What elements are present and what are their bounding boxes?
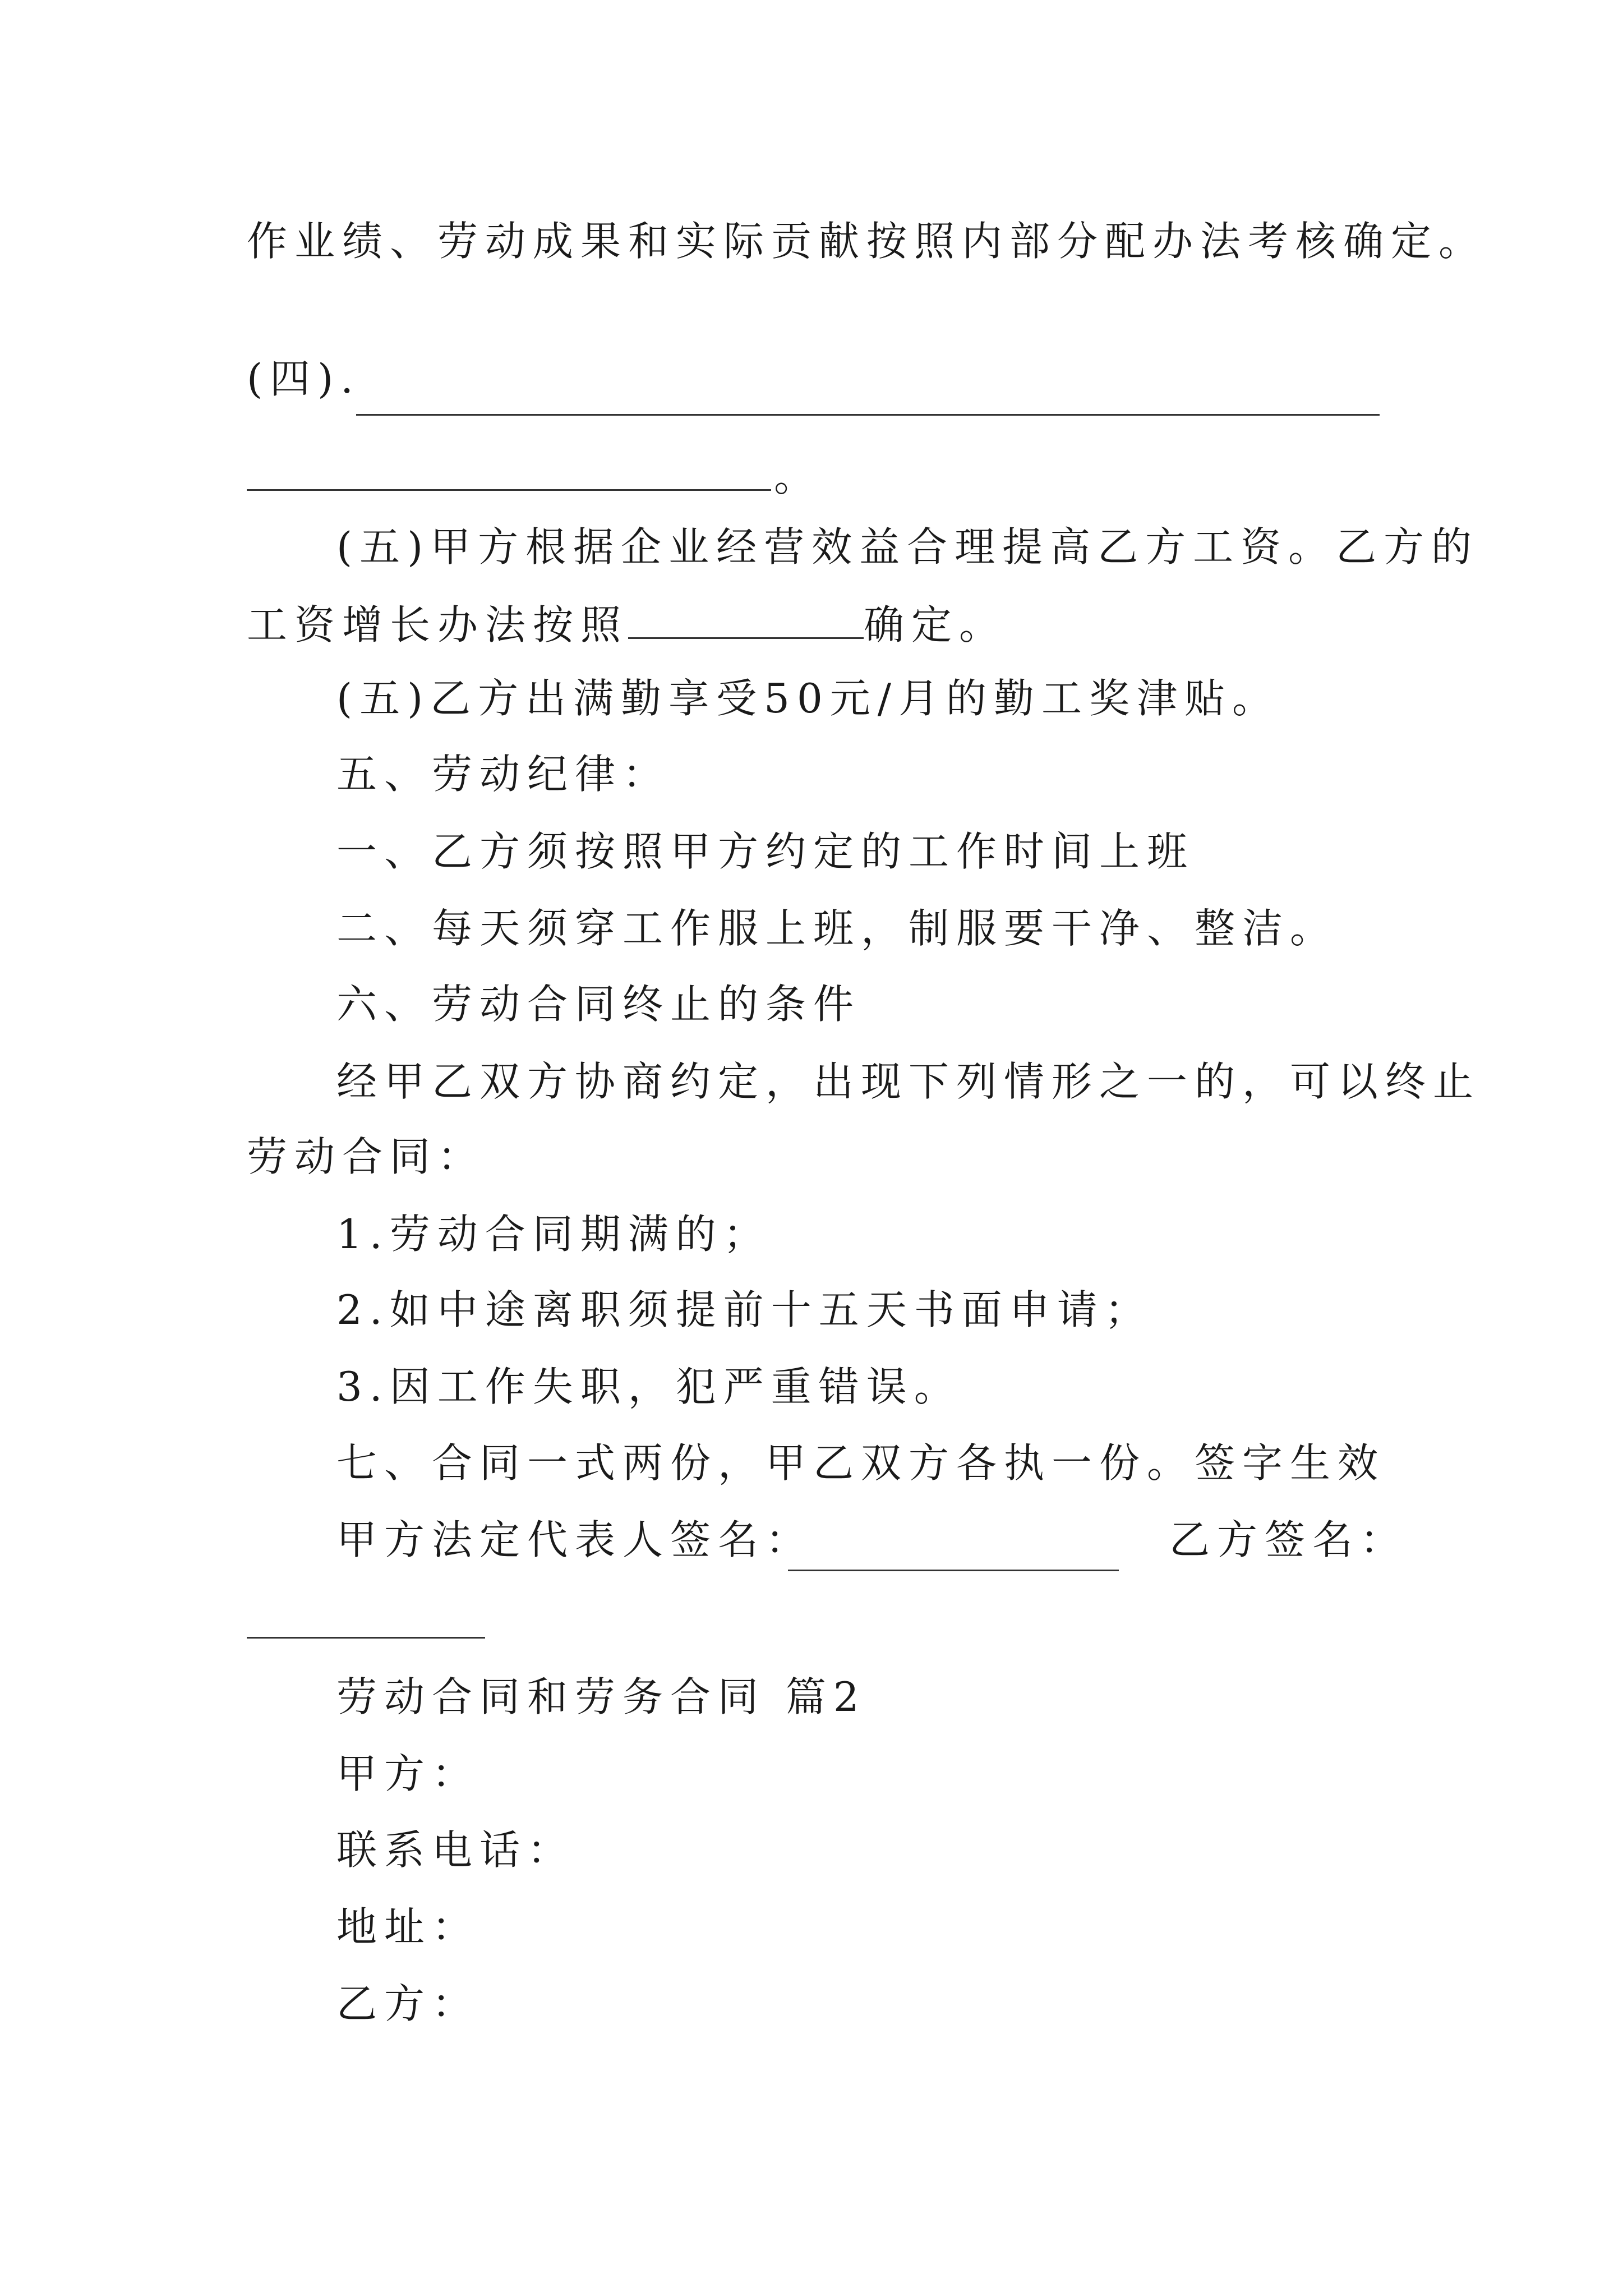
clause-five-text: (五)甲方根据企业经营效益合理提高乙方工资。乙方的 (336, 523, 1479, 570)
paragraph-text: 二、每天须穿工作服上班，制服要干净、整洁。 (336, 905, 1338, 952)
section-heading: 六、劳动合同终止的条件 (336, 981, 861, 1028)
clause-four-label: (四). (247, 355, 361, 402)
paragraph-text: 作业绩、劳动成果和实际贡献按照内部分配办法考核确定。 (247, 218, 1487, 265)
field-label: 甲方： (336, 1750, 480, 1797)
signature-blank (788, 1570, 1119, 1571)
fill-in-blank (356, 414, 1380, 416)
paragraph-text: 劳动合同： (247, 1133, 486, 1180)
signature-blank (247, 1637, 485, 1639)
signature-line-party-a: 甲方法定代表人签名： (336, 1516, 814, 1563)
field-label: 联系电话： (336, 1826, 575, 1874)
clause-five-post: 确定。 (864, 601, 1007, 648)
section-heading: 七、合同一式两份，甲乙双方各执一份。签字生效 (336, 1439, 1386, 1487)
paragraph-text: 一、乙方须按照甲方约定的工作时间上班 (336, 828, 1195, 875)
period-mark: 。 (774, 453, 822, 500)
list-item: 3.因工作失职，犯严重错误。 (336, 1363, 962, 1410)
clause-five-text-cont (247, 595, 1007, 653)
paragraph-text: (五)乙方出满勤享受50元/月的勤工奖津贴。 (336, 675, 1280, 722)
paragraph-text: 经甲乙双方协商约定，出现下列情形之一的，可以终止 (336, 1058, 1481, 1105)
fill-in-blank (628, 595, 864, 639)
list-item: 2.如中途离职须提前十五天书面申请； (336, 1286, 1152, 1333)
signature-line-party-b: 乙方签名： (1169, 1516, 1408, 1563)
clause-five-pre: 工资增长办法按照 (247, 601, 629, 648)
list-item: 1.劳动合同期满的； (336, 1211, 771, 1258)
section-heading: 五、劳动纪律： (336, 751, 671, 798)
field-label: 地址： (336, 1903, 480, 1950)
section-title: 劳动合同和劳务合同 篇2 (336, 1673, 866, 1720)
fill-in-blank (247, 489, 771, 491)
field-label: 乙方： (336, 1980, 480, 2027)
